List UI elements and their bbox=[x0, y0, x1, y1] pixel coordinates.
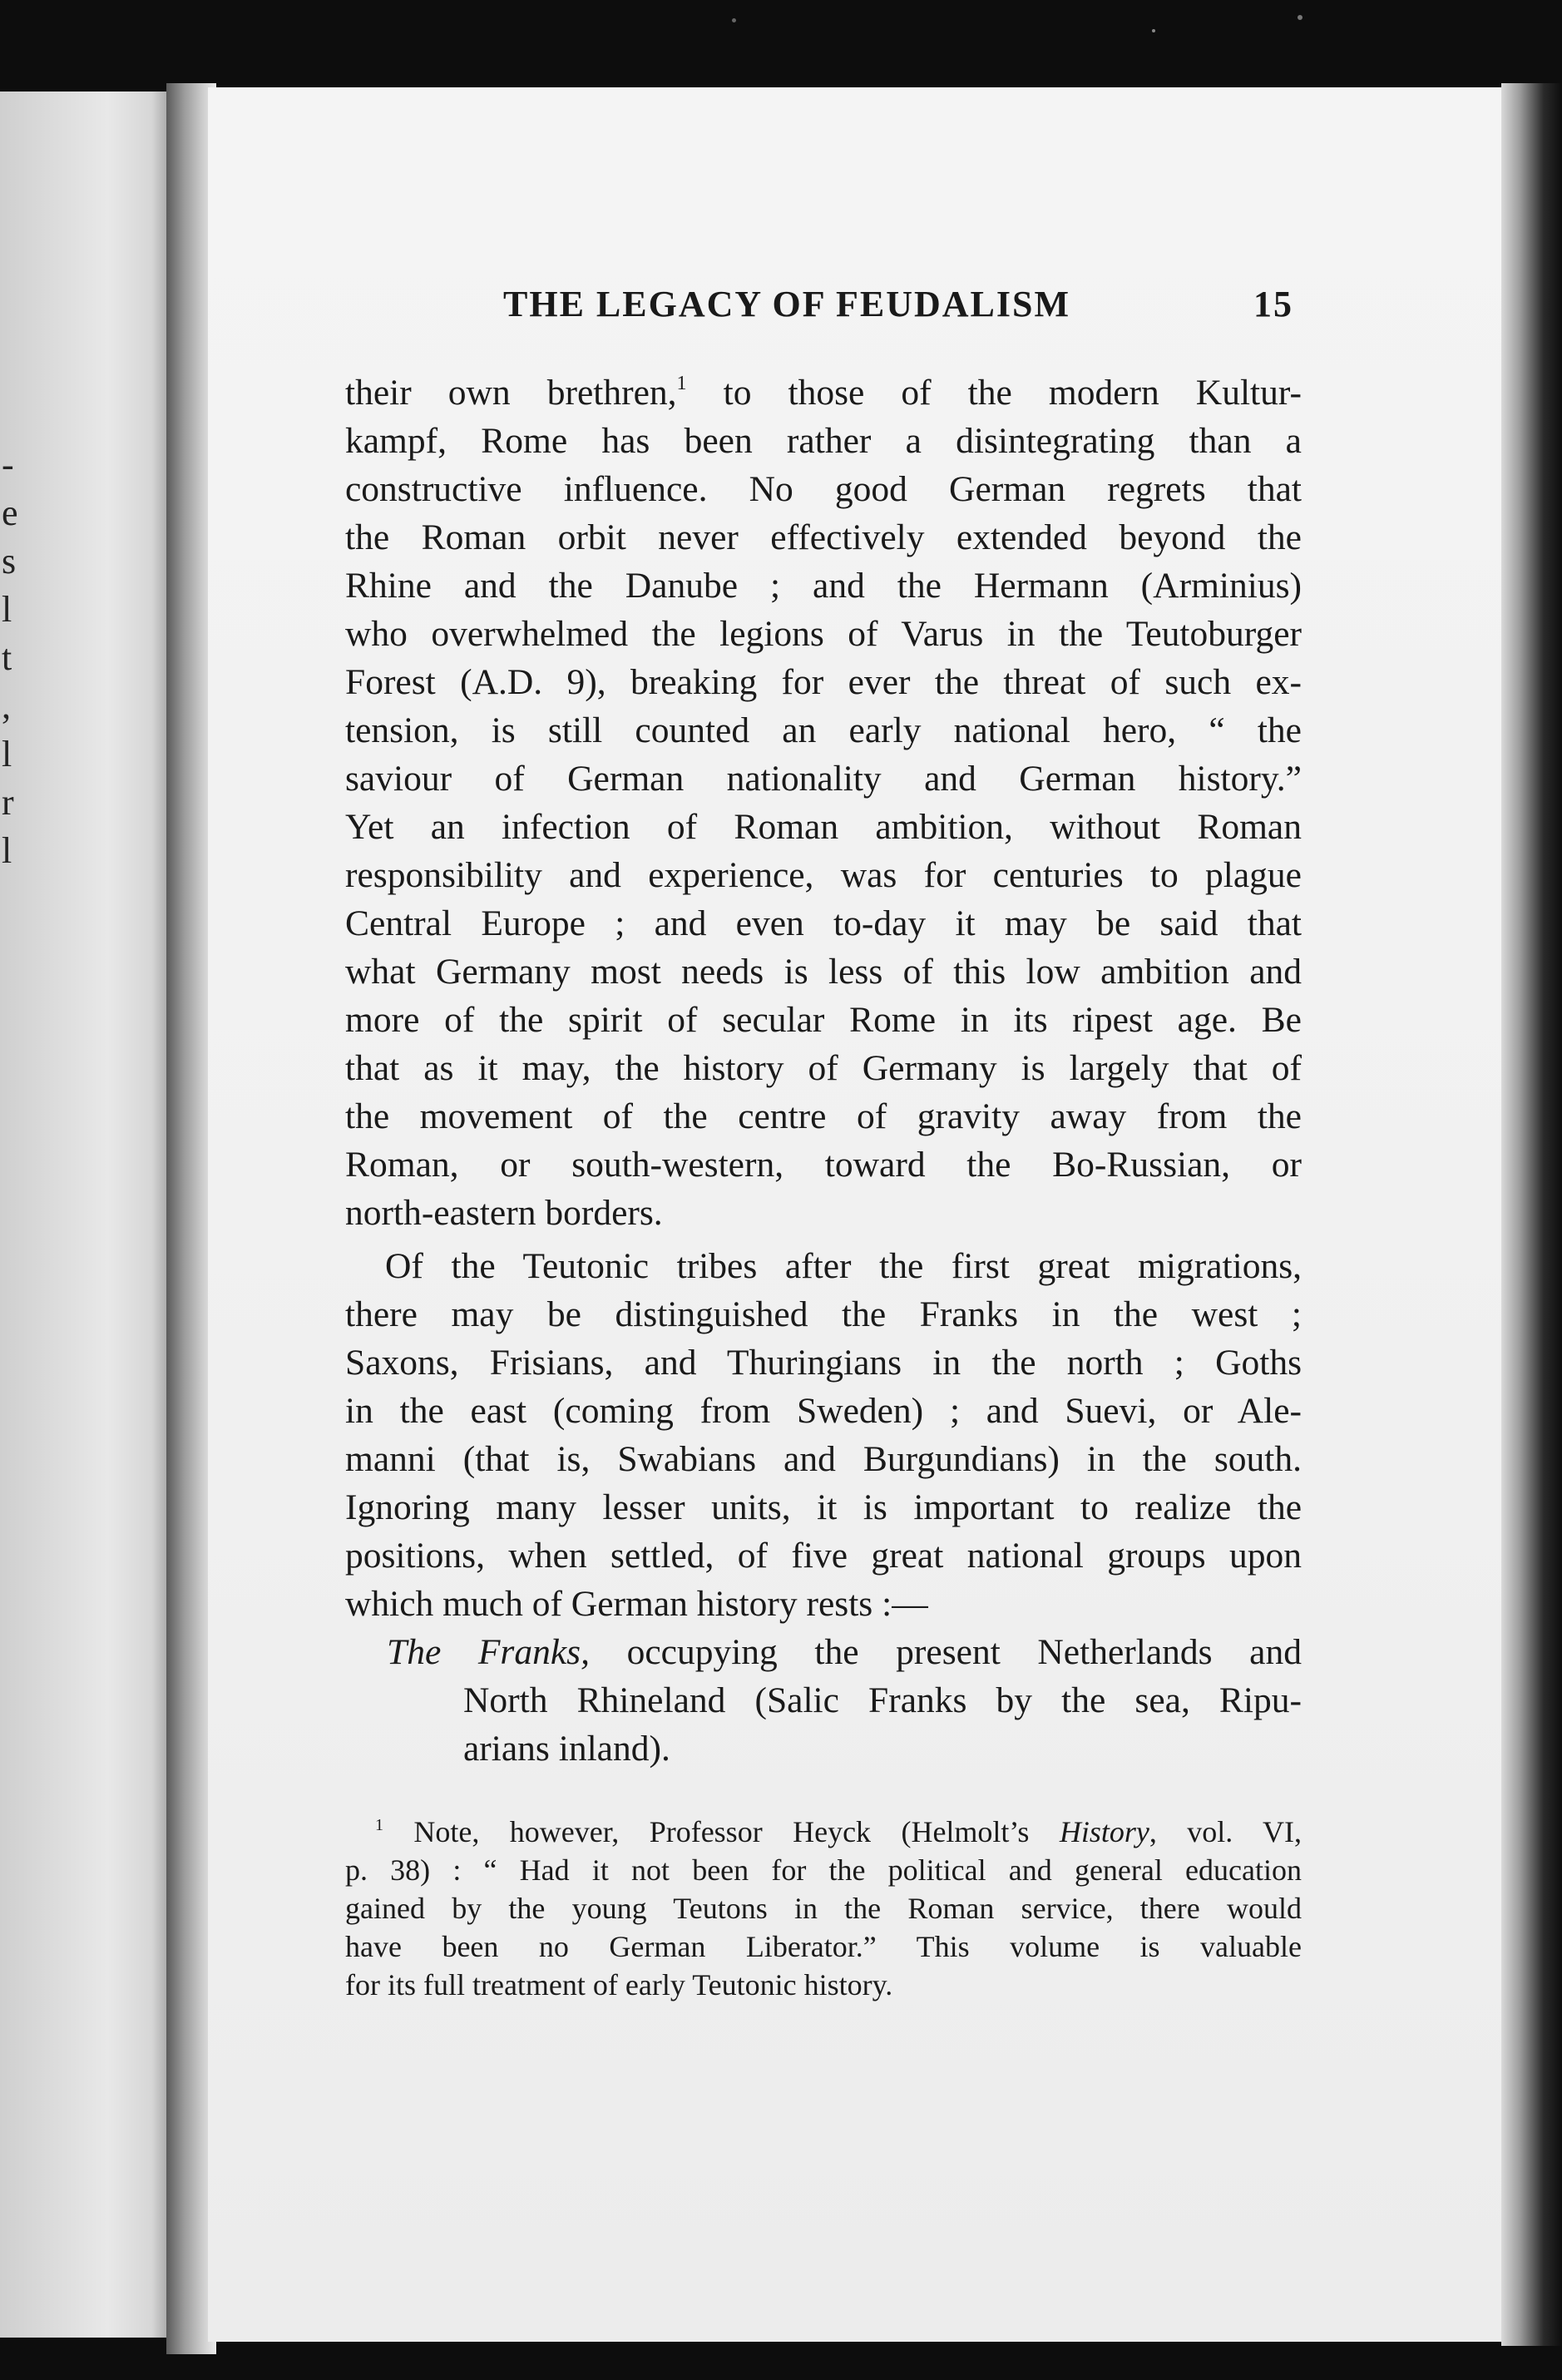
dust-speck bbox=[1152, 29, 1155, 32]
page-edge-shadow bbox=[1501, 83, 1562, 2346]
franks-term: The Franks, bbox=[387, 1632, 590, 1672]
text-line: Rhine and the Danube ; and the Hermann (Arminius) bbox=[345, 566, 1302, 606]
text-line bbox=[345, 359, 1302, 417]
text-line: arians inland). bbox=[463, 1729, 670, 1769]
dust-speck bbox=[1298, 15, 1302, 20]
text-line: that as it may, the history of Germany is largely that of bbox=[345, 1048, 1302, 1088]
text-line: Forest (A.D. 9), breaking for ever the threat of such ex- bbox=[345, 662, 1302, 702]
edge-char: t bbox=[2, 637, 12, 678]
text-line: who overwhelmed the legions of Varus in the Teutoburger bbox=[345, 614, 1302, 654]
text-line: Of the Teutonic tribes after the first great migrations, bbox=[385, 1246, 1302, 1286]
edge-char: - bbox=[2, 444, 14, 485]
footnote-title: History bbox=[1059, 1815, 1149, 1848]
text-line: Roman, or south-western, toward the Bo-Russian, or bbox=[345, 1145, 1302, 1185]
edge-char: s bbox=[2, 541, 17, 581]
text-line: have been no German Liberator.” This volume is valuable bbox=[345, 1930, 1302, 1963]
franks-entry bbox=[345, 1628, 1302, 1773]
text-line: Ignoring many lesser units, it is important to realize the bbox=[345, 1487, 1302, 1527]
text-line bbox=[345, 1806, 1302, 1851]
text-line: which much of German history rests :— bbox=[345, 1584, 928, 1624]
text-fragment: , vol. VI, bbox=[1149, 1815, 1302, 1848]
text-line: p. 38) : “ Had it not been for the political and general education bbox=[345, 1853, 1302, 1887]
left-page-edge-text bbox=[2, 441, 27, 875]
text-line: responsibility and experience, was for centuries to plague bbox=[345, 855, 1302, 895]
footnote-reference: 1 bbox=[676, 373, 687, 394]
text-line: what Germany most needs is less of this low ambition and bbox=[345, 952, 1302, 992]
text-line: gained by the young Teutons in the Roman service, there would bbox=[345, 1892, 1302, 1925]
running-title: THE LEGACY OF FEUDALISM bbox=[503, 284, 1071, 324]
edge-char: l bbox=[2, 830, 12, 871]
text-fragment: occupying the present Netherlands and bbox=[589, 1632, 1302, 1672]
text-line: positions, when settled, of five great national groups upon bbox=[345, 1536, 1302, 1576]
edge-char: l bbox=[2, 589, 12, 630]
text-line: North Rhineland (Salic Franks by the sea, Ripu- bbox=[463, 1680, 1302, 1720]
paragraph-2 bbox=[345, 1242, 1302, 1628]
edge-char: , bbox=[2, 685, 11, 726]
footnote-marker: 1 bbox=[375, 1816, 383, 1834]
footnote bbox=[345, 1806, 1302, 2004]
text-fragment: to those of the modern Kultur- bbox=[686, 373, 1302, 413]
text-fragment: Note, however, Professor Heyck (Helmolt’s bbox=[383, 1815, 1060, 1848]
dust-speck bbox=[732, 18, 736, 22]
text-line: the Roman orbit never effectively extended beyond the bbox=[345, 517, 1302, 557]
text-line bbox=[387, 1628, 1302, 1676]
edge-char: l bbox=[2, 734, 12, 774]
page-content bbox=[345, 283, 1302, 2004]
text-line: saviour of German nationality and German history.” bbox=[345, 759, 1302, 799]
text-line: manni (that is, Swabians and Burgundians) in the south. bbox=[345, 1439, 1302, 1479]
text-fragment: their own brethren, bbox=[345, 373, 677, 413]
text-line: constructive influence. No good German regrets that bbox=[345, 469, 1302, 509]
text-line: the movement of the centre of gravity away from the bbox=[345, 1096, 1302, 1136]
text-line: for its full treatment of early Teutonic history. bbox=[345, 1968, 893, 2001]
edge-char: e bbox=[2, 492, 18, 533]
text-line: there may be distinguished the Franks in the west ; bbox=[345, 1294, 1302, 1334]
edge-char: r bbox=[2, 782, 14, 823]
text-line: tension, is still counted an early national hero, “ the bbox=[345, 710, 1302, 750]
running-header bbox=[345, 283, 1302, 341]
text-line: in the east (coming from Sweden) ; and Suevi, or Ale- bbox=[345, 1391, 1302, 1431]
paragraph-1 bbox=[345, 359, 1302, 1237]
text-line: Central Europe ; and even to-day it may be said that bbox=[345, 903, 1302, 943]
text-line: north-eastern borders. bbox=[345, 1193, 663, 1233]
text-line: Saxons, Frisians, and Thuringians in the north ; Goths bbox=[345, 1343, 1302, 1383]
page-number: 15 bbox=[1253, 284, 1293, 324]
left-page bbox=[0, 92, 179, 2338]
text-line: more of the spirit of secular Rome in its ripest age. Be bbox=[345, 1000, 1302, 1040]
text-line: Yet an infection of Roman ambition, without Roman bbox=[345, 807, 1302, 847]
text-line: kampf, Rome has been rather a disintegrating than a bbox=[345, 421, 1302, 461]
